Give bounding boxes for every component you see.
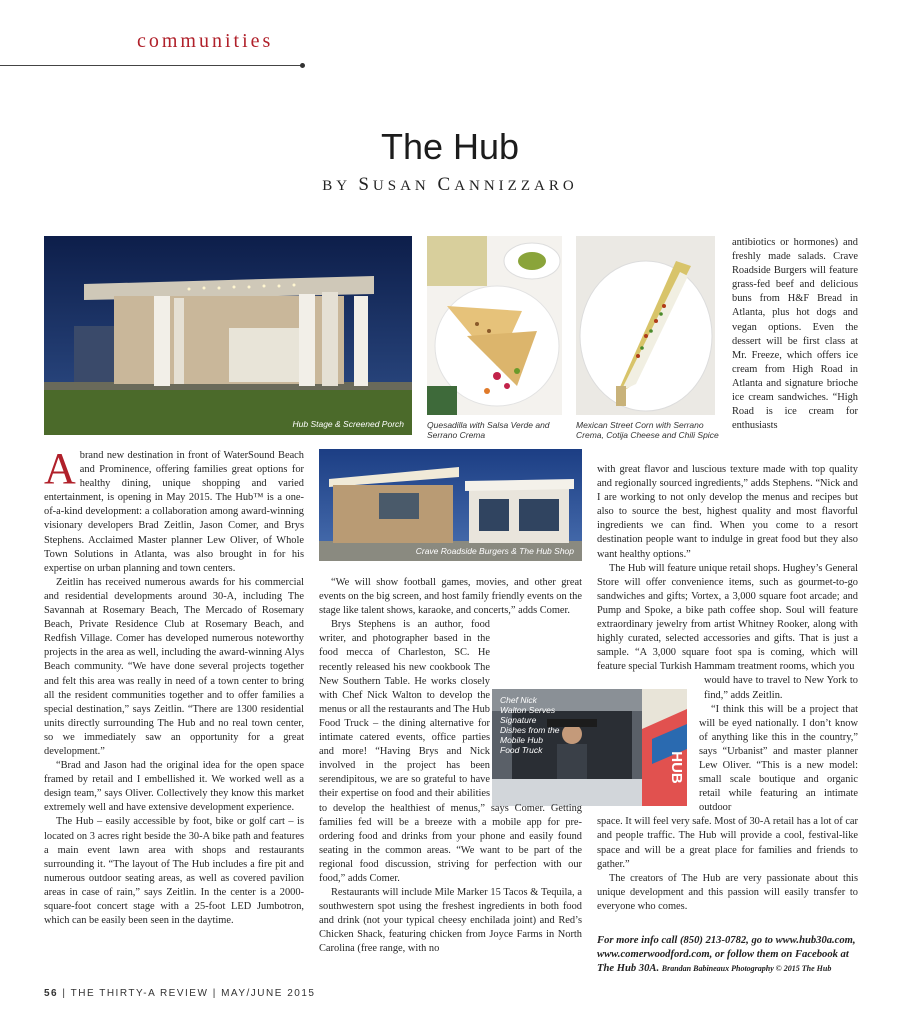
crave-illustration bbox=[319, 449, 582, 561]
corn-photo bbox=[576, 236, 715, 415]
section-label: communities bbox=[137, 30, 274, 52]
article-column-3 bbox=[597, 463, 858, 914]
truck-sign: HUB bbox=[667, 751, 685, 784]
byline-first-rest: USAN bbox=[372, 178, 430, 194]
stage-illustration bbox=[44, 236, 412, 435]
article-column-3-top bbox=[732, 236, 858, 433]
stage-caption: Hub Stage & Screened Porch bbox=[292, 419, 404, 429]
article-title: The Hub bbox=[380, 126, 520, 167]
column-3-paragraph-2: The Hub will feature unique retail shops. Hughey’s General Store will offer convenience items, such as gourmet-to-go sandwiches and gifts; Vortex, a 3,000 square foot arcade; and Pump and Spoke, a bike path coffee shop. Soul will feature extraordinary jewelry from artist Whitney Rooker, along with highly curated, selected accessories and gifts. That is just a sample. “A 3,000 square foot spa is coming, which will feature special Turkish Hammam treatment rooms, which you bbox=[597, 562, 858, 673]
column-3-paragraph-3b: space. It will feel very safe. Most of 30-A retail has a lot of car and people traffic. The Hub will provide a cool, festival-like space and will be a great place for families and friends to gather.” bbox=[597, 816, 858, 870]
issue-date: MAY/JUNE 2015 bbox=[221, 988, 316, 999]
footer-separator: | bbox=[212, 988, 217, 999]
page-footer bbox=[44, 988, 315, 999]
column-3-indented-block bbox=[597, 703, 858, 816]
column-3-paragraph-3: “I think this will be a project that will be eyed nationally. I don’t know of anything like this in the country,” says “Urbanist” and master planner Lew Oliver. “This is a new model: small scale boutique and organic retail while featuring an intimate outdoor bbox=[699, 703, 858, 814]
column-3-paragraph-4: The creators of The Hub are very passionate about this unique development and this passion will easily transfer to everyone who comes. bbox=[597, 872, 858, 912]
article-column-1 bbox=[44, 444, 304, 928]
column-1-paragraph-1 bbox=[44, 444, 304, 576]
column-2-paragraph-1: “We will show football games, movies, and other great events on the big screen, and host family friendly events on the stage like talent shows, karaoke, and concerts,” adds Comer. bbox=[319, 577, 582, 617]
corn-caption: Mexican Street Corn with Serrano Crema, Cotija Cheese and Chili Spice bbox=[576, 420, 719, 440]
crave-caption: Crave Roadside Burgers & The Hub Shop bbox=[415, 546, 574, 556]
header-rule bbox=[0, 65, 302, 66]
photo-credit: Brandan Babineaux Photography © 2015 The Hub bbox=[661, 964, 832, 974]
byline-prefix: BY bbox=[322, 178, 351, 194]
drop-cap: A bbox=[44, 444, 76, 493]
column-2-paragraph-3: Restaurants will include Mile Marker 15 Tacos & Tequila, a southwestern spot using the freshest ingredients in both food and drink (not your typical cheesy enchilada joint) and Red’s Chicken Shack, featuring chicken from Joyce Farms in North Carolina (free range, with no bbox=[319, 887, 582, 955]
article-column-2 bbox=[319, 576, 582, 957]
paragraph-text: brand new destination in front of WaterSound Beach and Prominence, offering families great options for healthy dining, unique shopping and varied entertainment, is opening in May 2015. The Hub™ is a one-of-a-kind development: a collaboration among award-winning visionary developers Brad Zeitlin, Jason Comer, and Brys Stephens. Acclaimed Master planner Lew Oliver, of Whole Town Solutions in Atlanta, was also brought in for his expertise on urban planning and town centers. bbox=[44, 450, 304, 574]
column-3-paragraph-2b: would have to travel to New York to find,” adds Zeitlin. bbox=[704, 675, 858, 701]
quesadilla-caption: Quesadilla with Salsa Verde and Serrano Crema bbox=[427, 420, 550, 440]
column-1-paragraph-3: “Brad and Jason had the original idea for the open space framed by retail and I embellished it. We worked well as a design team,” says Oliver. Collectively they know this market extremely well and have extensive development experience. bbox=[44, 760, 304, 814]
column-2-paragraph-2: Brys Stephens is an author, food writer, and photographer based in the food mecca of Charleston, SC. He recently released his new cookbook The New Southern Table. He works closely with Chef Nick Walton to develop the menus or all the restaurants and The Hub Food Truck – the dining alternative for intimate catered events, office parties and more! “Having Brys and Nick involved in the project has been serendipitous, we are so grateful to have their expertise on food and their abilities to develop the healthiest of menus,” says Comer. Getting families fed will be a breeze with a mobile app for pre-ordering food and drinks from your phone and easily found seating in the common areas. “We want to be part of the regional food discussion, striving for perfection with our food,” adds Comer. bbox=[319, 619, 582, 884]
stage-photo bbox=[44, 236, 412, 435]
corn-illustration bbox=[576, 236, 715, 415]
column-3-opening: antibiotics or hormones) and freshly made salads. Crave Roadside Burgers will feature grass-fed beef and delicious buns from H&F Bread in Atlanta, plus hot dogs and vegan options. Even the dessert will be first class at Mr. Freeze, which offers ice cream from High Road in Atlanta and signature brioche ice cream sandwiches. “High Road is ice cream for enthusiasts bbox=[732, 237, 858, 432]
quesadilla-illustration bbox=[427, 236, 562, 415]
crave-photo bbox=[319, 449, 582, 561]
publication-name: THE THIRTY-A REVIEW bbox=[70, 988, 209, 999]
byline-last-initial: C bbox=[437, 174, 455, 195]
column-1-paragraph-2: Zeitlin has received numerous awards for his commercial and residential developments around 30-A, including The Savannah at Rosemary Beach, The Mercado of Rosemary Beach, Private Residence Club at Rosemary Beach, and Redfish Village. Comer has developed numerous noteworthy projects in the area as well, including the award-winning Alys Beach community. “We have done several projects together and felt this area was really in need of a town center to bring all the resident communities together and to offer families a special destination,” says Zeitlin. “There are 1300 residential units directly surrounding The Hub and no real town center, so we immediately saw an opportunity for a great development.” bbox=[44, 576, 304, 757]
byline-first-initial: S bbox=[358, 174, 373, 195]
byline-last-rest: ANNIZZARO bbox=[454, 178, 578, 194]
contact-info bbox=[597, 934, 858, 976]
byline bbox=[0, 174, 900, 196]
column-3-paragraph-1: with great flavor and luscious texture made with top quality and regionally sourced ingredients,” adds Stephens. “Nick and I are working to not only develop the menus and recipes but also to source the best, highest quality and most flavorful ingredients we can find. When you come to a resort destination people want to indulge in great food but they also want healthy options.” bbox=[597, 464, 858, 560]
quesadilla-photo bbox=[427, 236, 562, 415]
footer-separator: | bbox=[62, 988, 67, 999]
page-number: 56 bbox=[44, 988, 59, 999]
header-rule-dot bbox=[300, 63, 305, 68]
contact-info-text: For more info call (850) 213-0782, go to www.hub30a.com, www.comerwoodford.com, or follow them on Facebook at The Hub 30A. bbox=[597, 935, 856, 975]
column-1-paragraph-4: The Hub – easily accessible by foot, bike or golf cart – is located on 3 acres right beside the 30-A bike path and features a main event lawn area with shops and restaurants surrounding it. “The layout of The Hub includes a fire pit and numerous outdoor seating areas, as well as covered pavilion areas in case of rain,” says Zeitlin. In the center is a 2000-square-foot concert stage with a 25-foot LED Jumbotron, which can be easily been seen in the daytime. bbox=[44, 816, 304, 927]
truck-caption: Chef Nick Walton Serves Signature Dishes from the Mobile Hub Food Truck bbox=[500, 695, 560, 755]
